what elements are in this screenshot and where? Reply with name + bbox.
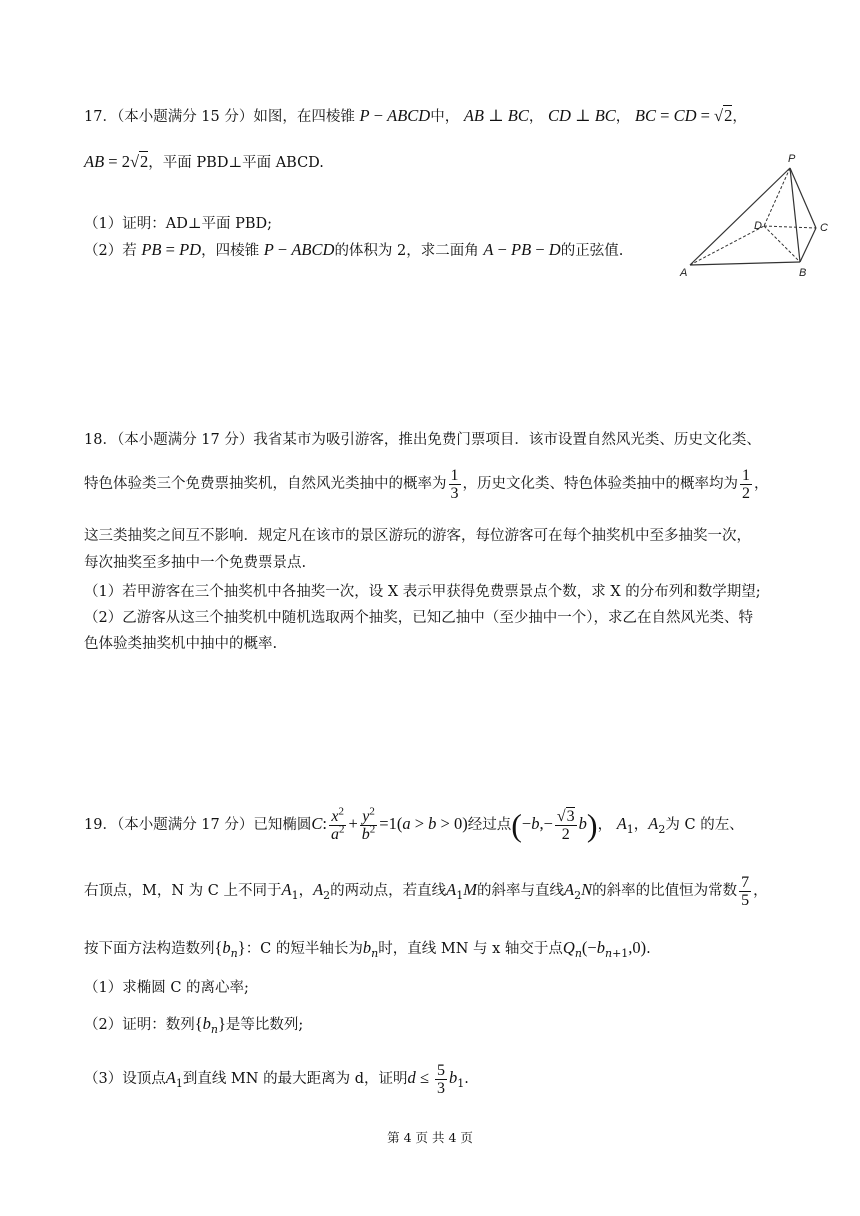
fraction-one-third: $\frac{1}{3}$	[450, 466, 459, 502]
page-footer: 第 4 页 共 4 页	[387, 1130, 473, 1145]
fraction-seven-fifths: $\frac{7}{5}$	[741, 873, 750, 909]
edge-pd	[764, 168, 790, 226]
fraction-one-half: $\frac{1}{2}$	[742, 466, 750, 502]
q17-line2: AB = 2√2，平面 PBD⊥平面 ABCD.	[84, 152, 324, 171]
q19-part2: （2）证明：数列$\{b_n\}$是等比数列;	[84, 1014, 304, 1036]
q18-line4: 每次抽奖至多抽中一个免费票景点.	[84, 555, 307, 571]
q17-part1: （1）证明：AD⊥平面 PBD;	[84, 216, 272, 232]
q19-part1: （1）求椭圆 C 的离心率;	[84, 980, 249, 996]
edge-ad	[690, 226, 764, 265]
label-b: B	[799, 267, 807, 279]
q18-part2a: （2）乙游客从这三个抽奖机中随机选取两个抽奖，已知乙抽中（至少抽中一个），求乙在自然风光类、特	[84, 610, 753, 626]
q18-line3: 这三类抽奖之间互不影响．规定凡在该市的景区游玩的游客，每位游客可在每个抽奖机中至多抽奖一次，	[84, 528, 751, 544]
q17-part2: （2）若 PB = PD，四棱锥 P − ABCD的体积为 2，求二面角 A − PB − D的正弦值.	[84, 240, 624, 259]
edge-bc	[800, 228, 816, 262]
q18-line1: 18．（本小题满分 17 分）我省某市为吸引游客，推出免费门票项目．该市设置自然风光类、历史文化类、	[84, 432, 761, 448]
edge-pc	[790, 168, 816, 228]
q18-part1: （1）若甲游客在三个抽奖机中各抽奖一次，设 X 表示甲获得免费票景点个数，求 X 的分布列和数学期望;	[84, 584, 761, 600]
q18-line2: 特色体验类三个免费票抽奖机，自然风光类抽中的概率为 $\frac{1}{3}$ ，历史文化类、特色体验类抽中的概率均为 $\frac{1}{2}$ ，	[84, 466, 769, 502]
fraction-y2-b2: $\frac{y^2}{b^2}$	[361, 805, 376, 843]
label-p: P	[788, 153, 796, 165]
q19-part3: （3）设顶点$A_1$到直线 MN 的最大距离为 d，证明d ≤ $\frac{5}{3}$ $b_1$.	[84, 1061, 469, 1097]
fraction-five-thirds: $\frac{5}{3}$	[437, 1061, 446, 1097]
edge-pb	[790, 168, 800, 262]
edge-db	[764, 226, 800, 262]
edge-ab	[690, 262, 800, 265]
label-a: A	[680, 267, 688, 279]
q18-part2b: 色体验类抽奖机中抽中的概率.	[84, 636, 278, 652]
label-c: C	[820, 222, 828, 234]
q19-line1: 19．（本小题满分 17 分）已知椭圆C: $\frac{x^2}{a^2}$ + $\frac{y^2}{b^2}$ =1(a > b > 0)经过点(−b,− $\frac{√3}{2}$ b)， $A_1$，$A_2$为 C 的左、	[84, 805, 744, 843]
pyramid-figure	[672, 150, 842, 290]
label-d: D	[754, 220, 762, 232]
q19-line3: 按下面方法构造数列$\{b_n\}$：C 的短半轴长为$b_n$时，直线 MN 与 x 轴交于点$Q_n(-b_{n+1},0)$.	[84, 938, 651, 960]
fraction-x2-a2: $\frac{x^2}{a^2}$	[330, 805, 345, 843]
q17-line1: 17．（本小题满分 15 分）如图，在四棱锥 P − ABCD中， AB ⊥ BC， CD ⊥ BC， BC = CD = √2，	[84, 106, 747, 125]
fraction-sqrt3-2: $\frac{√3}{2}$	[556, 807, 575, 843]
edge-pa	[690, 168, 790, 265]
edge-dc	[764, 226, 816, 228]
q19-line2: 右顶点，M，N 为 C 上不同于$A_1$，$A_2$的两动点，若直线$A_1M$的斜率与直线$A_2N$的斜率的比值恒为常数 $\frac{7}{5}$ ，	[84, 873, 768, 909]
